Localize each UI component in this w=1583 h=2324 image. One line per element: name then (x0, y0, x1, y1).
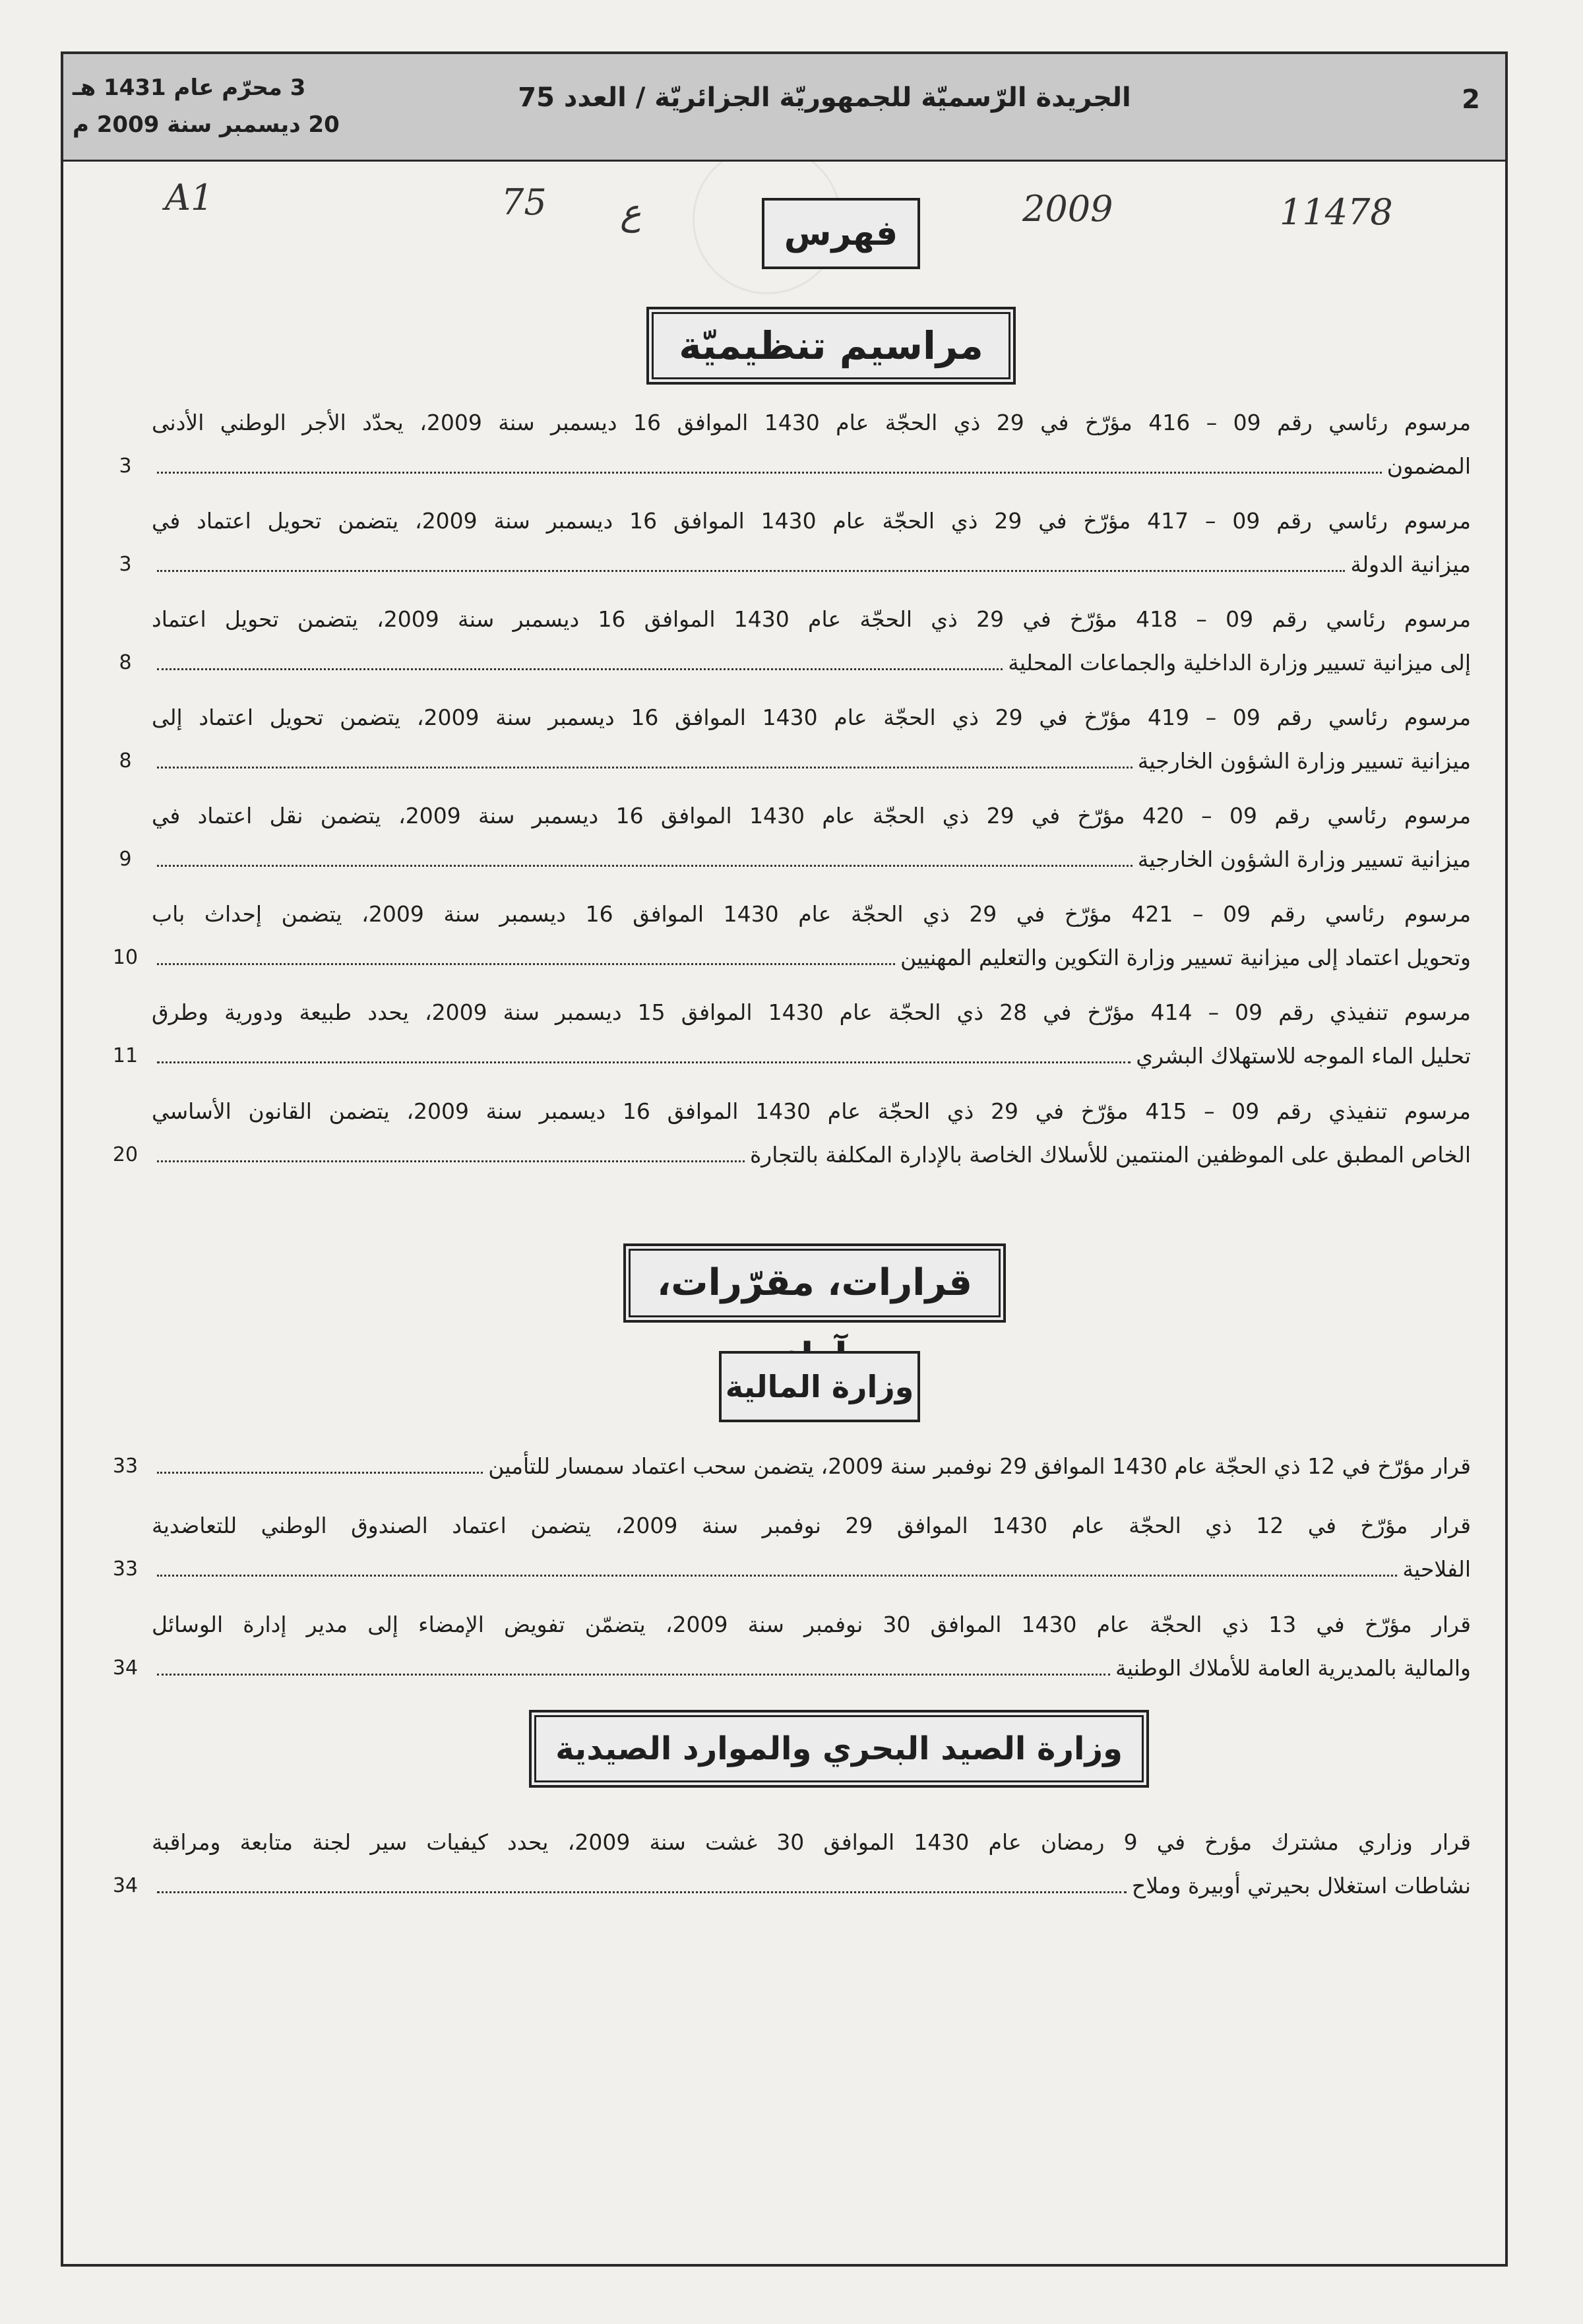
toc-page-number: 33 (112, 1557, 139, 1581)
toc-entry-text: مرسوم تنفيذي رقم 09 – 414 مؤرّخ في 28 ذي الحجّة عام 1430 الموافق 15 ديسمبر سنة 2009، يحدد طبيعة ودورية وطرق (152, 999, 1471, 1025)
toc-entry-text: قرار مؤرّخ في 12 ذي الحجّة عام 1430 الموافق 29 نوفمبر سنة 2009، يتضمن اعتماد الصندوق الوطني للتعاضدية (152, 1513, 1472, 1538)
toc-entry-continuation: ميزانية تسيير وزارة الشؤون الخارجية (1137, 846, 1471, 872)
dot-leader (157, 767, 1133, 769)
toc-entry-text: مرسوم رئاسي رقم 09 – 417 مؤرّخ في 29 ذي الحجّة عام 1430 الموافق 16 ديسمبر سنة 2009، يتضمن تحويل اعتماد في (152, 508, 1471, 534)
toc-page-number: 11 (112, 1044, 139, 1067)
toc-entry-text: قرار وزاري مشترك مؤرخ في 9 رمضان عام 1430 الموافق 30 غشت سنة 2009، يحدد كيفيات سير لجنة متابعة ومراقبة (152, 1829, 1472, 1855)
handwritten-year: 2009 (1022, 188, 1113, 230)
page-number: 2 (1462, 84, 1480, 115)
toc-page-number: 10 (112, 946, 139, 969)
toc-entry (119, 794, 1472, 881)
issue-date (73, 69, 350, 143)
toc-page-number: 8 (119, 651, 132, 674)
toc-entry (119, 499, 1471, 586)
toc-page-number: 34 (112, 1874, 139, 1897)
toc-page-number: 3 (119, 455, 132, 478)
toc-entry-continuation: نشاطات استغلال بحيرتي أوبيرة وملاح (1131, 1873, 1471, 1899)
toc-page-number: 33 (112, 1455, 139, 1478)
toc-page-number: 20 (112, 1143, 139, 1166)
dot-leader (157, 865, 1133, 867)
dot-leader (157, 1575, 1397, 1577)
date-hijri: 3 محرّم عام 1431 هـ (73, 75, 306, 101)
toc-entry-text: مرسوم تنفيذي رقم 09 – 415 مؤرّخ في 29 ذي الحجّة عام 1430 الموافق 16 ديسمبر سنة 2009، يتضمن القانون الأساسي (152, 1098, 1471, 1124)
regulatory-decrees-title: مراسيم تنظيميّة (646, 307, 1016, 385)
toc-entry (119, 696, 1472, 783)
toc-entry-text: مرسوم رئاسي رقم 09 – 418 مؤرّخ في 29 ذي الحجّة عام 1430 الموافق 16 ديسمبر سنة 2009، يتضمن تحويل اعتماد (152, 606, 1471, 632)
toc-entry-text: قرار مؤرّخ في 13 ذي الحجّة عام 1430 الموافق 30 نوفمبر سنة 2009، يتضمّن تفويض الإمضاء إلى مدير إدارة الوسائل (152, 1612, 1471, 1637)
toc-entry-text: مرسوم رئاسي رقم 09 – 420 مؤرّخ في 29 ذي الحجّة عام 1430 الموافق 16 ديسمبر سنة 2009، يتضمن نقل اعتماد في (152, 803, 1472, 829)
toc-entry-continuation: وتحويل اعتماد إلى ميزانية تسيير وزارة التكوين والتعليم المهنيين (900, 945, 1471, 970)
toc-entry (112, 1821, 1472, 1908)
toc-entry-text: مرسوم رئاسي رقم 09 – 421 مؤرّخ في 29 ذي الحجّة عام 1430 الموافق 16 ديسمبر سنة 2009، يتضمن إحداث باب (152, 901, 1472, 927)
toc-page-number: 9 (119, 848, 132, 871)
handwritten-code: 11478 (1280, 191, 1393, 233)
toc-entry-continuation: الخاص المطبق على الموظفين المنتمين للأسلاك الخاصة بالإدارة المكلفة بالتجارة (749, 1142, 1471, 1168)
dot-leader (157, 1891, 1127, 1893)
toc-entry-continuation: ميزانية تسيير وزارة الشؤون الخارجية (1137, 748, 1471, 774)
handwritten-mark2: ع (620, 191, 642, 233)
toc-entry (112, 1504, 1472, 1591)
toc-entry (112, 991, 1471, 1078)
toc-page-number: 34 (112, 1656, 139, 1680)
toc-entry-text: مرسوم رئاسي رقم 09 – 419 مؤرّخ في 29 ذي الحجّة عام 1430 الموافق 16 ديسمبر سنة 2009، يتضمن تحويل اعتماد إلى (152, 705, 1472, 730)
dot-leader (157, 1472, 483, 1474)
toc-entry-continuation: الفلاحية (1402, 1556, 1471, 1582)
journal-title: الجريدة الرّسميّة للجمهوريّة الجزائريّة / العدد 75 (518, 82, 1131, 113)
toc-entry-continuation: والمالية بالمديرية العامة للأملاك الوطنية (1115, 1655, 1471, 1681)
toc-entry (112, 1445, 1471, 1488)
toc-entry (119, 598, 1471, 685)
date-gregorian: 20 ديسمبر سنة 2009 م (73, 111, 340, 138)
toc-entry-text: قرار مؤرّخ في 12 ذي الحجّة عام 1430 الموافق 29 نوفمبر سنة 2009، يتضمن سحب اعتماد سمسار للتأمين (488, 1453, 1471, 1479)
ministry-fisheries-title: وزارة الصيد البحري والموارد الصيدية (529, 1710, 1149, 1788)
dot-leader (157, 472, 1382, 474)
toc-entry (112, 893, 1472, 980)
ministry-finance-title: وزارة المالية (719, 1351, 920, 1422)
handwritten-mark1: 75 (501, 181, 547, 223)
toc-entry (119, 401, 1472, 488)
handwritten-left: A1 (165, 177, 214, 218)
dot-leader (157, 963, 895, 965)
toc-entry-continuation: تحليل الماء الموجه للاستهلاك البشري (1136, 1043, 1471, 1069)
toc-entry-text: مرسوم رئاسي رقم 09 – 416 مؤرّخ في 29 ذي الحجّة عام 1430 الموافق 16 ديسمبر سنة 2009، يحدّد الأجر الوطني الأدنى (152, 410, 1472, 435)
toc-entry (112, 1603, 1471, 1690)
dot-leader (157, 570, 1345, 572)
dot-leader (157, 1160, 745, 1162)
index-title: فهرس (762, 198, 920, 269)
toc-entry-continuation: إلى ميزانية تسيير وزارة الداخلية والجماعات المحلية (1008, 650, 1471, 675)
dot-leader (157, 1674, 1110, 1676)
toc-entry-continuation: ميزانية الدولة (1350, 551, 1471, 577)
dot-leader (157, 668, 1003, 670)
toc-page-number: 8 (119, 749, 132, 772)
decisions-title: قرارات، مقرّرات، (623, 1243, 1006, 1323)
toc-page-number: 3 (119, 553, 132, 576)
dot-leader (157, 1061, 1131, 1063)
toc-entry-continuation: المضمون (1386, 453, 1471, 479)
toc-entry (112, 1090, 1471, 1177)
